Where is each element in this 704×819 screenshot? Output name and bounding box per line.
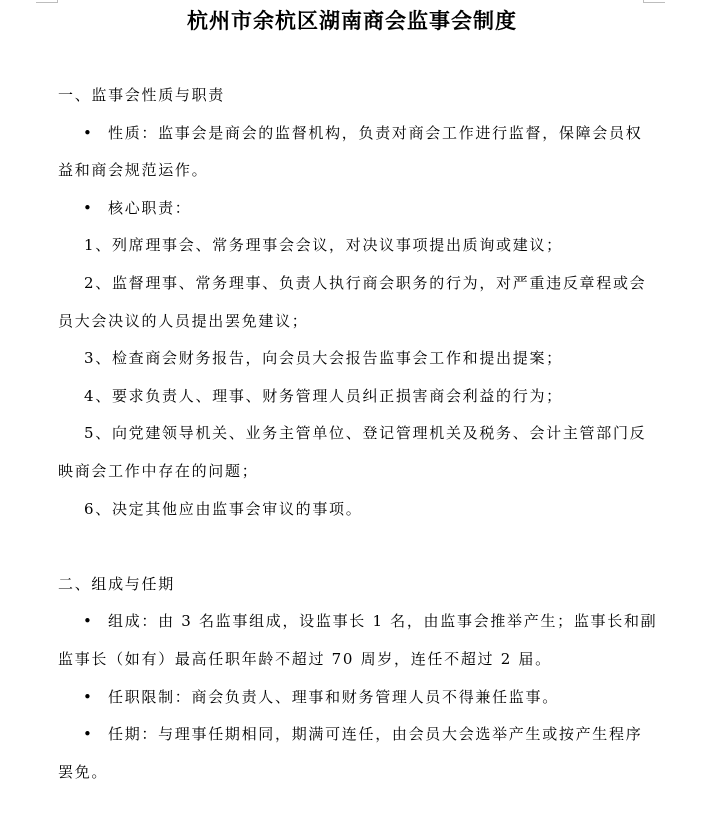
bullet-item <box>58 603 658 641</box>
document-title: 杭州市余杭区湖南商会监事会制度 <box>187 8 517 33</box>
bullet-icon: • <box>83 725 94 744</box>
section-heading-1: 一、监事会性质与职责 <box>58 86 226 104</box>
bullet-icon: • <box>83 123 94 142</box>
continuation-line: 监事长（如有）最高任职年龄不超过 70 周岁，连任不超过 2 届。 <box>58 649 552 668</box>
page-corner-mark-right <box>643 0 665 3</box>
numbered-item: 3、检查商会财务报告，向会员大会报告监事会工作和提出提案； <box>84 349 563 368</box>
continuation-line: 益和商会规范运作。 <box>58 161 209 180</box>
bullet-icon: • <box>83 612 94 631</box>
section-heading-2: 二、组成与任期 <box>58 574 175 593</box>
numbered-item: 1、列席理事会、常务理事会会议，对决议事项提出质询或建议； <box>84 236 563 255</box>
bullet-text: 任职限制：商会负责人、理事和财务管理人员不得兼任监事。 <box>108 687 559 706</box>
bullet-item <box>58 679 646 717</box>
bullet-item <box>58 716 646 754</box>
continuation-line: 罢免。 <box>58 762 109 781</box>
page-corner-mark-left <box>36 0 58 3</box>
bullet-item <box>58 190 646 228</box>
continuation-line: 员大会决议的人员提出罢免建议； <box>58 311 309 330</box>
bullet-icon: • <box>83 198 94 217</box>
blank-line <box>58 528 646 566</box>
numbered-item: 4、要求负责人、理事、财务管理人员纠正损害商会利益的行为； <box>84 386 563 405</box>
document-body <box>58 77 658 791</box>
bullet-text: 核心职责： <box>108 198 192 217</box>
bullet-text: 性质：监事会是商会的监督机构，负责对商会工作进行监督，保障会员权 <box>108 123 643 142</box>
bullet-text: 组成：由 3 名监事组成，设监事长 1 名，由监事会推举产生；监事长和副 <box>108 612 658 631</box>
continuation-line: 映商会工作中存在的问题； <box>58 461 259 480</box>
bullet-icon: • <box>83 687 94 706</box>
numbered-item: 2、监督理事、常务理事、负责人执行商会职务的行为，对严重违反章程或会 <box>84 273 647 292</box>
numbered-item: 6、决定其他应由监事会审议的事项。 <box>84 499 363 518</box>
bullet-text: 任期：与理事任期相同，期满可连任，由会员大会选举产生或按产生程序 <box>108 725 643 744</box>
numbered-item: 5、向党建领导机关、业务主管单位、登记管理机关及税务、会计主管部门反 <box>84 424 647 443</box>
bullet-item <box>58 115 646 153</box>
